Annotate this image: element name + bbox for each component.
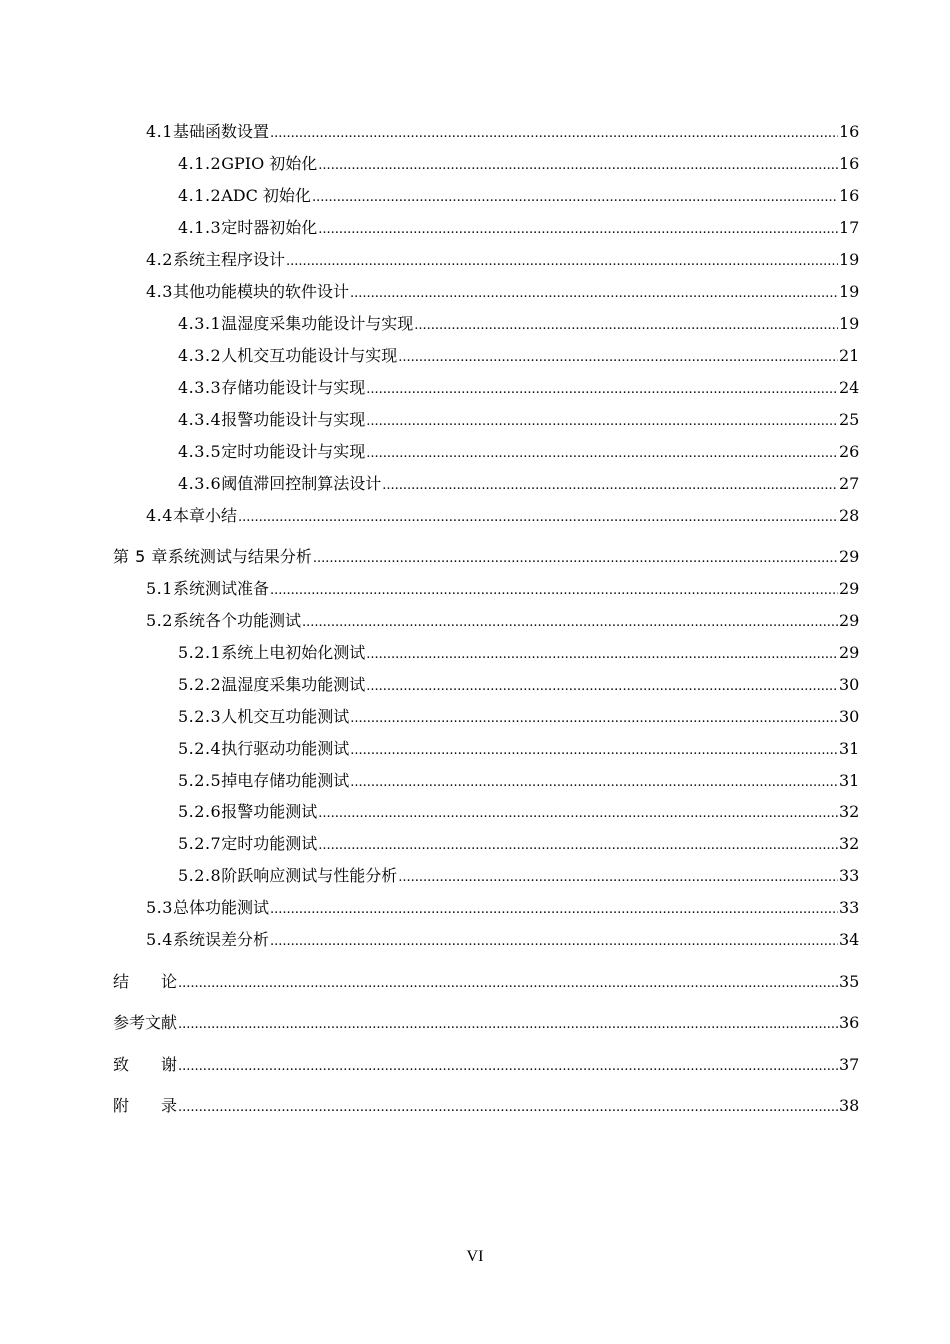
toc-entry-number: 4.3.6: [178, 474, 222, 493]
toc-entry[interactable]: [146, 250, 859, 272]
toc-entry-title: 人机交互功能测试: [221, 707, 350, 726]
toc-entry[interactable]: [178, 474, 859, 496]
toc-entry-number: 4.3.3: [178, 378, 222, 397]
toc-chapter-entry[interactable]: [113, 1013, 859, 1035]
toc-entry-title: 报警功能设计与实现: [221, 410, 366, 429]
dot-leader: [350, 284, 838, 304]
toc-entry-page: 29: [839, 579, 860, 598]
dot-leader: [178, 974, 838, 994]
toc-chapter-entry[interactable]: [113, 547, 859, 569]
toc-entry[interactable]: [178, 866, 859, 888]
dot-leader: [366, 677, 838, 697]
toc-entry[interactable]: [146, 579, 859, 601]
toc-entry-page: 29: [839, 643, 860, 662]
dot-leader: [313, 549, 838, 569]
toc-entry-page: 16: [839, 122, 860, 141]
page-number: VI: [466, 1248, 484, 1265]
dot-leader: [178, 1057, 838, 1077]
toc-entry-page: 31: [839, 739, 860, 758]
toc-entry-page: 33: [839, 898, 860, 917]
toc-entry-page: 36: [839, 1013, 860, 1032]
toc-entry-number: 4.2: [146, 250, 173, 269]
toc-entry-title: 报警功能测试: [221, 802, 318, 821]
toc-entry-page: 25: [839, 410, 860, 429]
toc-entry[interactable]: [178, 643, 859, 665]
toc-entry[interactable]: [146, 122, 859, 144]
toc-entry-title: 致 谢: [113, 1055, 178, 1074]
dot-leader: [318, 220, 838, 240]
dot-leader: [318, 156, 838, 176]
toc-entry-page: 27: [839, 474, 860, 493]
toc-entry-page: 19: [839, 314, 860, 333]
toc-entry-number: 5.4: [146, 930, 173, 949]
toc-entry-number: 5.2.4: [178, 739, 222, 758]
toc-entry-number: 5.2.8: [178, 866, 222, 885]
dot-leader: [286, 252, 838, 272]
toc-entry-number: 5.2.6: [178, 802, 222, 821]
dot-leader: [270, 932, 838, 952]
toc-entry[interactable]: [178, 218, 859, 240]
toc-entry-number: 5.3: [146, 898, 173, 917]
toc-entry-page: 16: [839, 186, 860, 205]
toc-entry-number: 5.2.5: [178, 771, 222, 790]
toc-entry-page: 28: [839, 506, 860, 525]
dot-leader: [318, 804, 838, 824]
dot-leader: [366, 444, 838, 464]
toc-entry-page: 29: [839, 547, 860, 566]
toc-entry[interactable]: [178, 378, 859, 400]
dot-leader: [270, 900, 838, 920]
toc-entry-page: 32: [839, 834, 860, 853]
dot-leader: [238, 508, 838, 528]
toc-entry-page: 19: [839, 282, 860, 301]
toc-entry-page: 33: [839, 866, 860, 885]
dot-leader: [366, 380, 838, 400]
toc-entry[interactable]: [178, 675, 859, 697]
toc-entry[interactable]: [146, 898, 859, 920]
toc-entry-page: 29: [839, 611, 860, 630]
toc-entry[interactable]: [178, 346, 859, 368]
toc-chapter-entry[interactable]: [113, 1055, 859, 1077]
toc-entry-page: 19: [839, 250, 860, 269]
toc-entry-title: 阶跃响应测试与性能分析: [221, 866, 398, 885]
toc-entry-number: 第 5 章: [113, 547, 168, 566]
toc-entry[interactable]: [178, 154, 859, 176]
toc-entry-page: 30: [839, 675, 860, 694]
toc-entry-title: 其他功能模块的软件设计: [172, 282, 349, 301]
toc-entry-number: 5.2.1: [178, 643, 222, 662]
toc-entry-title: 参考文献: [113, 1013, 178, 1032]
toc-chapter-entry[interactable]: [113, 1096, 859, 1118]
toc-entry-title: 存储功能设计与实现: [221, 378, 366, 397]
toc-entry[interactable]: [178, 771, 859, 793]
toc-entry-number: 4.3.1: [178, 314, 222, 333]
toc-entry-number: 5.2: [146, 611, 173, 630]
toc-entry-title: 基础函数设置: [172, 122, 269, 141]
toc-entry-title: 系统各个功能测试: [172, 611, 301, 630]
toc-entry-title: 温湿度采集功能测试: [221, 675, 366, 694]
toc-entry-number: 4.1.3: [178, 218, 222, 237]
dot-leader: [366, 412, 838, 432]
toc-entry-page: 30: [839, 707, 860, 726]
toc-entry-number: 4.3.4: [178, 410, 222, 429]
toc-entry-title: 定时功能测试: [221, 834, 318, 853]
toc-entry-page: 37: [839, 1055, 860, 1074]
dot-leader: [398, 868, 838, 888]
toc-entry-number: 4.1.2: [178, 154, 222, 173]
toc-entry-number: 5.2.7: [178, 834, 222, 853]
toc-entry[interactable]: [178, 834, 859, 856]
toc-entry-page: 38: [839, 1096, 860, 1115]
toc-entry-title: GPIO 初始化: [221, 154, 318, 173]
dot-leader: [302, 613, 838, 633]
toc-entry-number: 4.3.5: [178, 442, 222, 461]
toc-entry-title: 总体功能测试: [172, 898, 269, 917]
toc-entry-title: ADC 初始化: [221, 186, 311, 205]
dot-leader: [366, 645, 838, 665]
toc-entry-title: 人机交互功能设计与实现: [221, 346, 398, 365]
toc-entry[interactable]: [146, 611, 859, 633]
toc-entry[interactable]: [178, 802, 859, 824]
toc-entry[interactable]: [178, 707, 859, 729]
dot-leader: [398, 348, 838, 368]
toc-entry-page: 24: [839, 378, 860, 397]
toc-entry[interactable]: [146, 282, 859, 304]
toc-entry[interactable]: [178, 314, 859, 336]
toc-entry-title: 系统误差分析: [172, 930, 269, 949]
toc-entry-title: 阈值滞回控制算法设计: [221, 474, 382, 493]
dot-leader: [350, 773, 838, 793]
dot-leader: [178, 1098, 838, 1118]
dot-leader: [414, 316, 838, 336]
toc-entry-title: 掉电存储功能测试: [221, 771, 350, 790]
toc-entry-title: 定时功能设计与实现: [221, 442, 366, 461]
toc-entry-title: 系统测试与结果分析: [167, 547, 312, 566]
toc-entry[interactable]: [178, 410, 859, 432]
toc-entry-page: 16: [839, 154, 860, 173]
toc-entry-title: 本章小结: [172, 506, 237, 525]
toc-entry[interactable]: [146, 506, 859, 528]
toc-entry-number: 5.2.2: [178, 675, 222, 694]
toc-entry-title: 系统上电初始化测试: [221, 643, 366, 662]
toc-entry-number: 5.2.3: [178, 707, 222, 726]
dot-leader: [270, 581, 838, 601]
dot-leader: [382, 476, 838, 496]
toc-entry[interactable]: [146, 930, 859, 952]
toc-entry-title: 系统主程序设计: [172, 250, 285, 269]
toc-entry-page: 35: [839, 972, 860, 991]
toc-entry-title: 温湿度采集功能设计与实现: [221, 314, 414, 333]
toc-chapter-entry[interactable]: [113, 972, 859, 994]
toc-entry-title: 执行驱动功能测试: [221, 739, 350, 758]
toc-entry-title: 附 录: [113, 1096, 178, 1115]
toc-entry-page: 21: [839, 346, 860, 365]
toc-entry-title: 定时器初始化: [221, 218, 318, 237]
toc-entry-title: 系统测试准备: [172, 579, 269, 598]
dot-leader: [350, 741, 838, 761]
toc-entry-page: 32: [839, 802, 860, 821]
toc-entry-number: 4.1.2: [178, 186, 222, 205]
toc-entry[interactable]: [178, 442, 859, 464]
toc-entry-number: 4.3.2: [178, 346, 222, 365]
toc-entry-number: 4.1: [146, 122, 173, 141]
dot-leader: [318, 836, 838, 856]
toc-entry-title: 结 论: [113, 972, 178, 991]
toc-entry[interactable]: [178, 186, 859, 208]
toc-entry-number: 4.4: [146, 506, 173, 525]
toc-entry-number: 4.3: [146, 282, 173, 301]
toc-entry-number: 5.1: [146, 579, 173, 598]
toc-entry-page: 17: [839, 218, 860, 237]
dot-leader: [312, 188, 838, 208]
toc-entry-page: 26: [839, 442, 860, 461]
dot-leader: [178, 1015, 838, 1035]
dot-leader: [270, 124, 838, 144]
toc-entry-page: 34: [839, 930, 860, 949]
dot-leader: [350, 709, 838, 729]
toc-entry[interactable]: [178, 739, 859, 761]
toc-entry-page: 31: [839, 771, 860, 790]
